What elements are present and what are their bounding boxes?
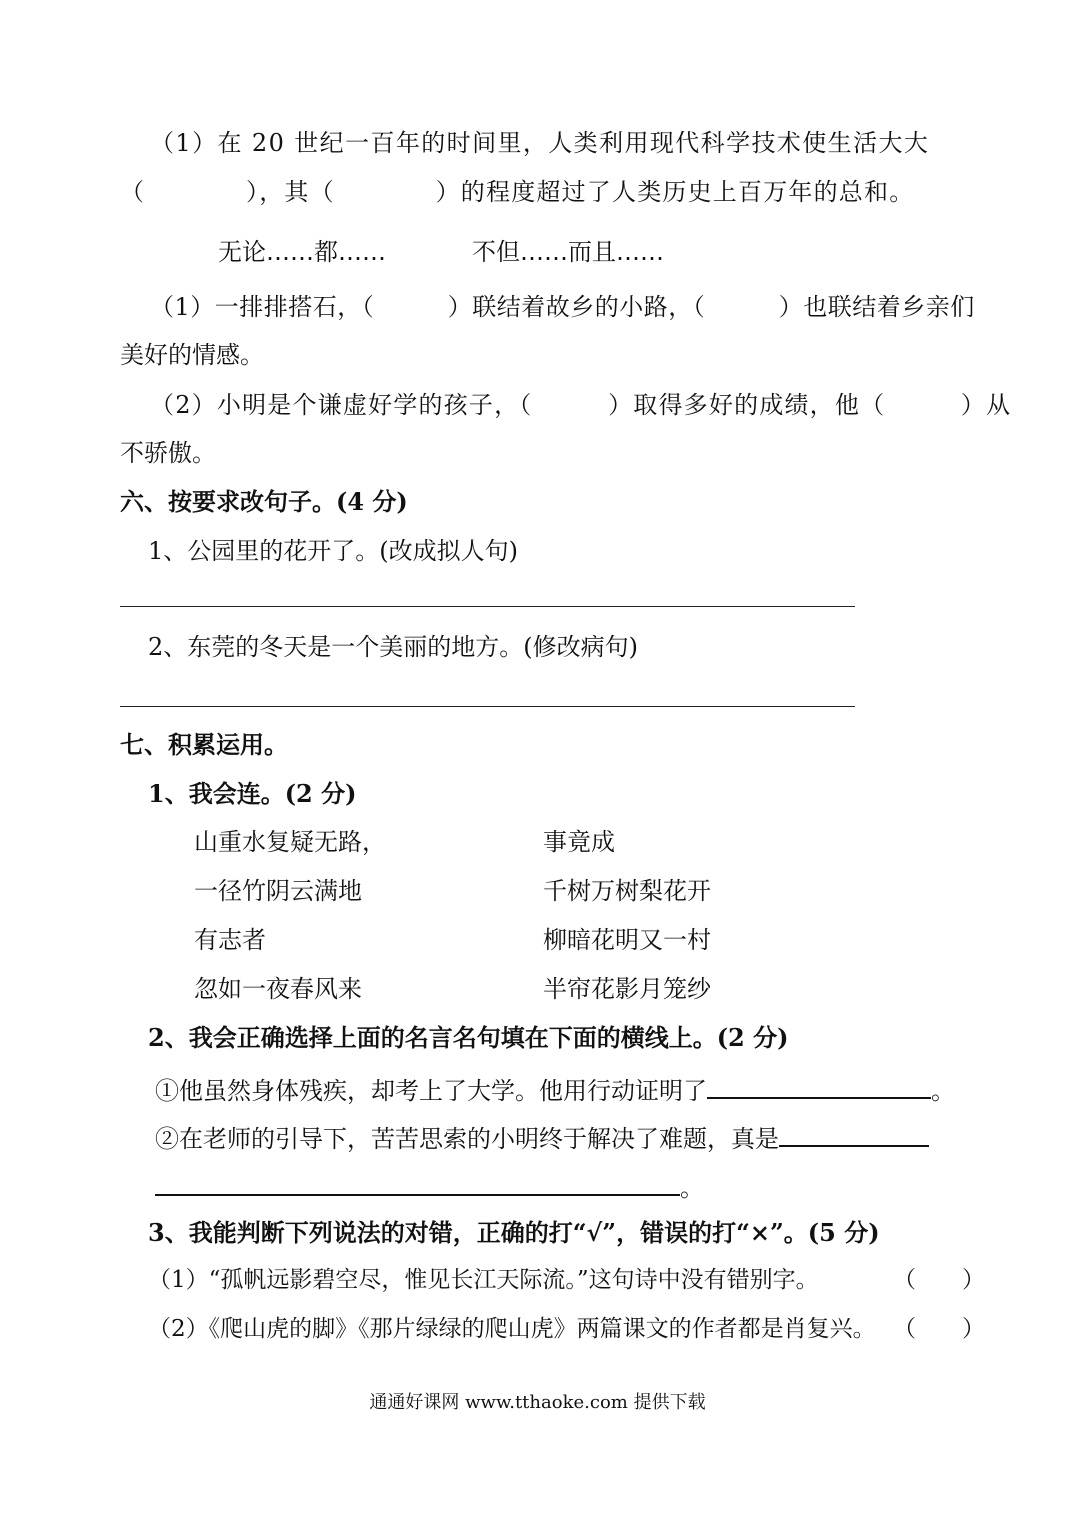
conjunction-question-2-line1: （2）小明是个谦虚好学的孩子，（ ）取得多好的成绩，他（ ）从 — [150, 391, 1012, 419]
fill-question-1-line2: （ ），其（ ）的程度超过了人类历史上百万年的总和。 — [120, 178, 915, 206]
quote-fill-item-2-end: 。 — [680, 1174, 704, 1202]
matching-left-item[interactable]: 忽如一夜春风来 — [194, 975, 362, 1003]
conjunction-question-2-line2: 不骄傲。 — [120, 439, 216, 467]
conjunction-option-1: 无论……都…… — [218, 238, 386, 266]
quote-fill-item-2-text: ②在老师的引导下，苦苦思索的小明终于解决了难题，真是 — [155, 1125, 779, 1153]
rewrite-item-2: 2、东莞的冬天是一个美丽的地方。(修改病句) — [148, 633, 638, 661]
matching-left-item[interactable]: 有志者 — [194, 926, 266, 954]
quote-fill-blank-2a[interactable] — [779, 1121, 929, 1147]
conjunction-question-1-line1: （1）一排排搭石，（ ）联结着故乡的小路，（ ）也联结着乡亲们 — [150, 293, 975, 321]
true-false-heading: 3、我能判断下列说法的对错，正确的打“√”，错误的打“×”。(5 分) — [148, 1218, 880, 1247]
true-false-item-2: （2）《爬山虎的脚》《那片绿绿的爬山虎》两篇课文的作者都是肖复兴。 — [148, 1316, 876, 1342]
quote-fill-item-2-continued — [155, 1170, 704, 1203]
fill-question-1-line1: （1）在 20 世纪一百年的时间里，人类利用现代科学技术使生活大大 — [150, 129, 930, 157]
section-6-heading: 六、按要求改句子。(4 分) — [120, 487, 408, 516]
answer-line-1[interactable] — [120, 606, 855, 607]
rewrite-item-1: 1、公园里的花开了。(改成拟人句) — [148, 537, 518, 565]
conjunction-question-1-line2: 美好的情感。 — [120, 341, 264, 369]
matching-right-item[interactable]: 事竟成 — [543, 828, 615, 856]
matching-left-item[interactable]: 一径竹阴云满地 — [194, 877, 362, 905]
quote-fill-blank-2b[interactable] — [155, 1170, 680, 1196]
true-false-answer-1[interactable]: （ ） — [893, 1267, 985, 1293]
answer-line-2[interactable] — [120, 706, 855, 707]
matching-left-item[interactable]: 山重水复疑无路， — [194, 828, 386, 856]
quote-fill-blank-1[interactable] — [707, 1073, 931, 1099]
true-false-item-1: （1）“孤帆远影碧空尽，惟见长江天际流。”这句诗中没有错别字。 — [148, 1267, 819, 1293]
conjunction-option-2: 不但……而且…… — [472, 238, 664, 266]
matching-right-item[interactable]: 柳暗花明又一村 — [543, 926, 711, 954]
matching-heading: 1、我会连。(2 分) — [148, 779, 357, 808]
matching-right-item[interactable]: 半帘花影月笼纱 — [543, 975, 711, 1003]
quote-fill-item-1-text: ①他虽然身体残疾，却考上了大学。他用行动证明了 — [155, 1077, 707, 1105]
matching-right-item[interactable]: 千树万树梨花开 — [543, 877, 711, 905]
true-false-answer-2[interactable]: （ ） — [893, 1316, 985, 1342]
quote-fill-item-2 — [155, 1121, 929, 1154]
quote-fill-item-1-end: 。 — [931, 1077, 955, 1105]
page-footer: 通通好课网 www.tthaoke.com 提供下载 — [369, 1392, 706, 1413]
section-7-heading: 七、积累运用。 — [120, 730, 288, 759]
quote-fill-heading: 2、我会正确选择上面的名言名句填在下面的横线上。(2 分) — [148, 1023, 789, 1052]
quote-fill-item-1 — [155, 1073, 955, 1106]
